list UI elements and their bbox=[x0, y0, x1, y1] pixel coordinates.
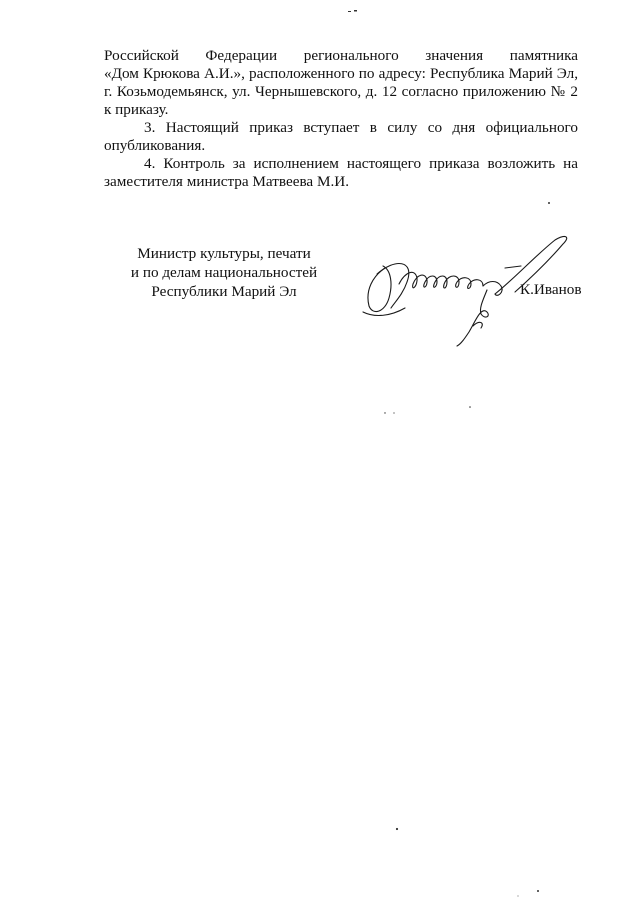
paragraph-object-address bbox=[104, 47, 578, 119]
signatory-name: К.Иванов bbox=[520, 281, 582, 298]
signatory-title-line: и по делам национальностей bbox=[130, 264, 318, 281]
document-body bbox=[104, 47, 578, 191]
paragraph-line-1: Российской Федерации регионального значения памятника bbox=[104, 47, 578, 64]
paragraph-rest: «Дом Крюкова А.И.», расположенного по адресу: Республика Марий Эл, г. Козьмодемьянск, ул. Чернышевского, д. 12 согласно приложению № 2 к приказу. bbox=[104, 65, 578, 118]
paragraph-4-control: 4. Контроль за исполнением настоящего приказа возложить на заместителя министра Матвеева М.И. bbox=[104, 155, 578, 190]
signatory-title bbox=[104, 244, 344, 301]
signatory-title-line: Республики Марий Эл bbox=[151, 283, 297, 300]
paragraph-3-effective-date: 3. Настоящий приказ вступает в силу со дня официального опубликования. bbox=[104, 119, 578, 154]
signatory-title-line: Министр культуры, печати bbox=[137, 245, 311, 262]
